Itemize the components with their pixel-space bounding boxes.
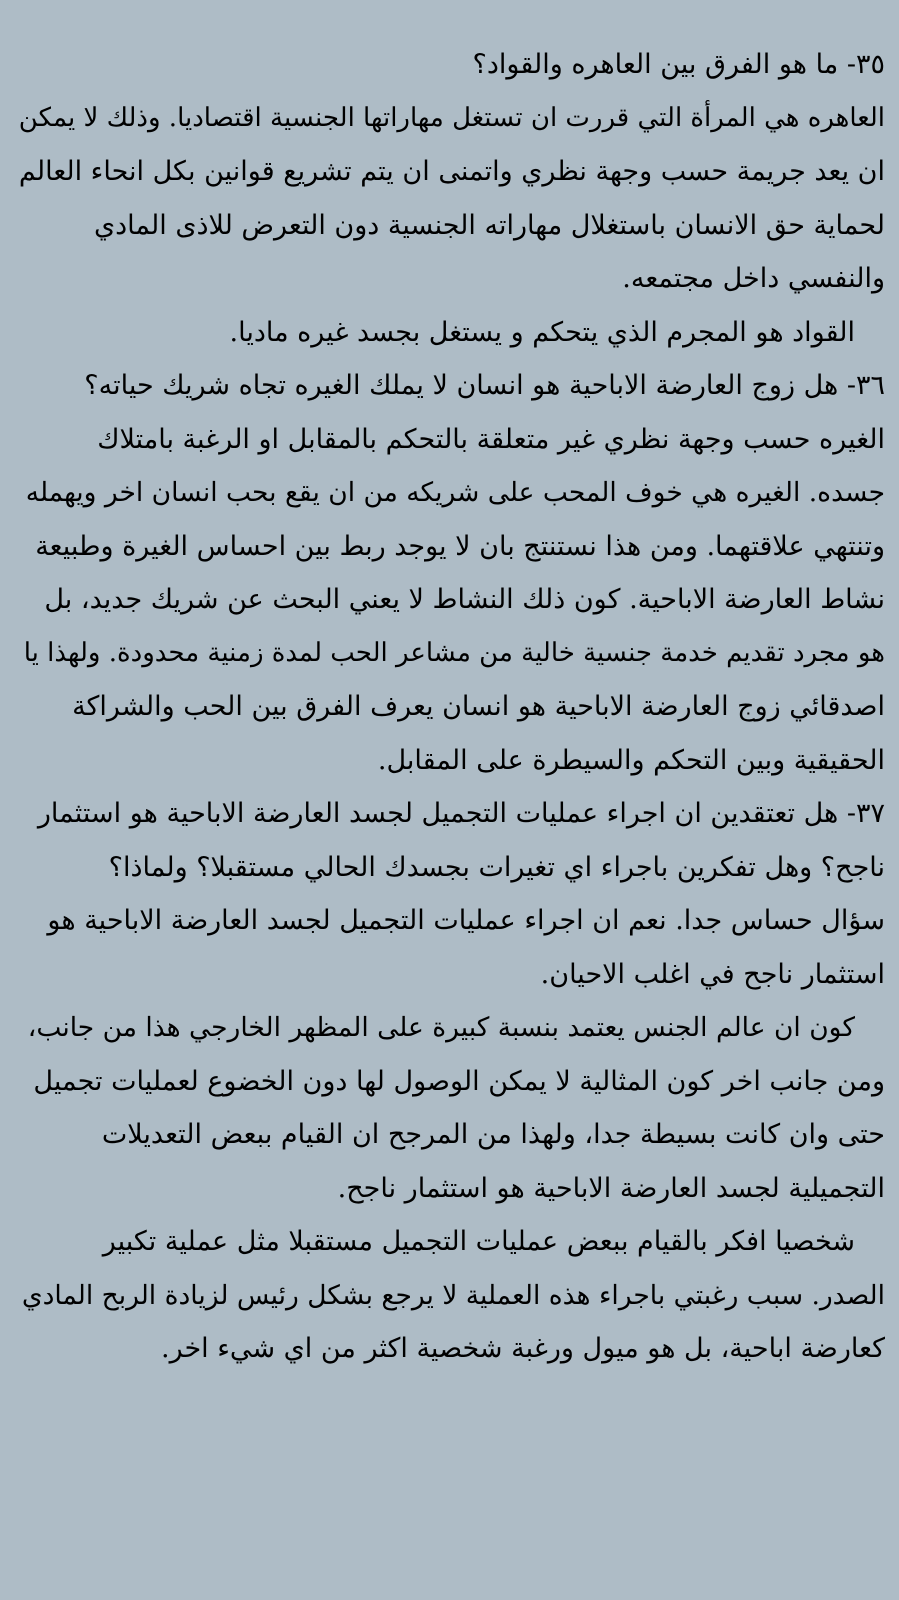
text-line: الحقيقية وبين التحكم والسيطرة على المقابل. [377, 744, 885, 776]
text-line: ومن جانب اخر كون المثالية لا يمكن الوصول لها دون الخضوع لعمليات تجميل [33, 1065, 885, 1097]
text-line: لحماية حق الانسان باستغلال مهاراته الجنسية دون التعرض للاذى المادي [94, 209, 885, 241]
text-line: شخصيا افكر بالقيام ببعض عمليات التجميل مستقبلا مثل عملية تكبير [102, 1226, 855, 1257]
text-line: وتنتهي علاقتهما. ومن هذا نستنتج بان لا يوجد ربط بين احساس الغيرة وطبيعة [35, 530, 885, 562]
text-line: استثمار ناجح في اغلب الاحيان. [540, 958, 885, 990]
text-line: اصدقائي زوج العارضة الاباحية هو انسان يعرف الفرق بين الحب والشراكة [72, 691, 885, 722]
text-line: كعارضة اباحية، بل هو ميول ورغبة شخصية اكثر من اي شيء اخر. [160, 1333, 885, 1364]
text-line: ناجح؟ وهل تفكرين باجراء اي تغيرات بجسدك الحالي مستقبلا؟ ولماذا؟ [108, 851, 885, 883]
text-line: القواد هو المجرم الذي يتحكم و يستغل بجسد غيره ماديا. [229, 316, 855, 348]
text-line: ٣٧- هل تعتقدين ان اجراء عمليات التجميل لجسد العارضة الاباحية هو استثمار [37, 798, 885, 829]
text-line: والنفسي داخل مجتمعه. [622, 263, 885, 294]
text-line: ٣٥- ما هو الفرق بين العاهره والقواد؟ [472, 49, 885, 80]
document-body [14, 38, 885, 1376]
text-line: ان يعد جريمة حسب وجهة نظري واتمنى ان يتم تشريع قوانين بكل انحاء العالم [18, 156, 885, 187]
text-line: هو مجرد تقديم خدمة جنسية خالية من مشاعر الحب لمدة زمنية محدودة. ولهذا يا [23, 637, 885, 668]
text-line: كون ان عالم الجنس يعتمد بنسبة كبيرة على المظهر الخارجي هذا من جانب، [27, 1012, 855, 1043]
text-line: جسده. الغيره هي خوف المحب على شريكه من ان يقع بحب انسان اخر ويهمله [25, 477, 885, 508]
text-line: الصدر. سبب رغبتي باجراء هذه العملية لا يرجع بشكل رئيس لزيادة الربح المادي [21, 1279, 885, 1311]
text-line: التجميلية لجسد العارضة الاباحية هو استثمار ناجح. [337, 1172, 885, 1204]
text-line: ٣٦- هل زوج العارضة الاباحية هو انسان لا يملك الغيره تجاه شريك حياته؟ [84, 370, 885, 401]
text-line: نشاط العارضة الاباحية. كون ذلك النشاط لا يعني البحث عن شريك جديد، بل [44, 584, 885, 615]
text-line: العاهره هي المرأة التي قررت ان تستغل مهاراتها الجنسية اقتصاديا. وذلك لا يمكن [18, 102, 885, 133]
text-line: حتى وان كانت بسيطة جدا، ولهذا من المرجح ان القيام ببعض التعديلات [101, 1119, 885, 1150]
text-line: الغيره حسب وجهة نظري غير متعلقة بالتحكم بالمقابل او الرغبة بامتلاك [97, 423, 885, 455]
text-line: سؤال حساس جدا. نعم ان اجراء عمليات التجميل لجسد العارضة الاباحية هو [47, 905, 885, 936]
